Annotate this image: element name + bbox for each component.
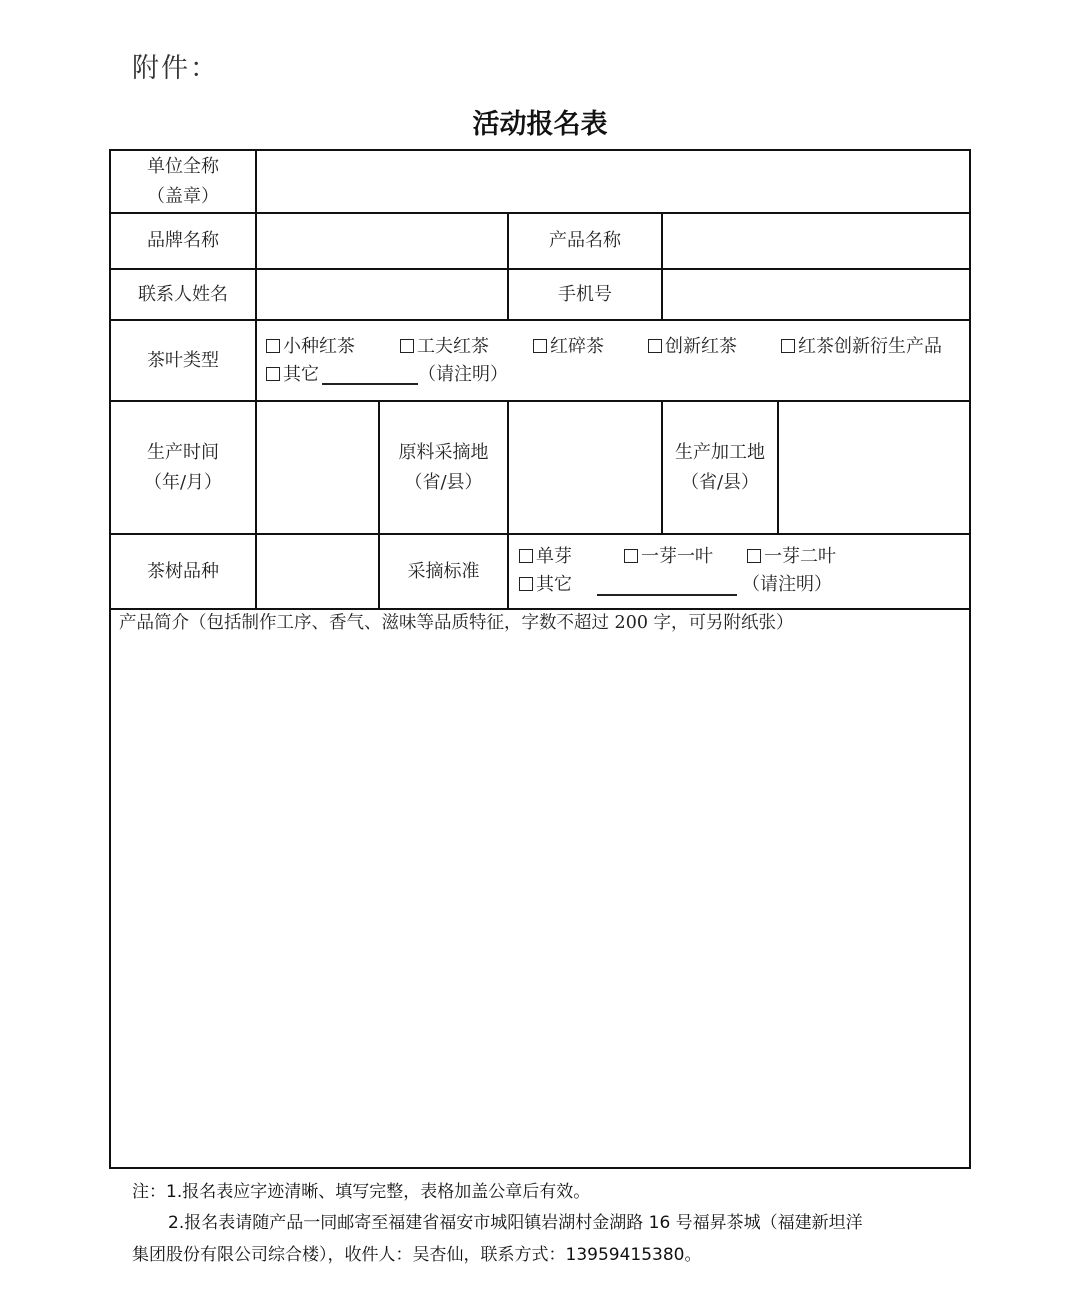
unit-name-sub: （盖章） [147, 185, 219, 207]
table-rule [109, 1167, 971, 1169]
tea-type-other-option[interactable]: 其它 [266, 362, 319, 388]
raw-origin-label [380, 402, 507, 533]
production-time-text: 生产时间 [147, 441, 219, 463]
tea-type-other-blank[interactable] [322, 383, 418, 385]
production-time-field[interactable] [257, 402, 378, 533]
raw-origin-field[interactable] [509, 402, 661, 533]
product-intro-label: 产品简介（包括制作工序、香气、滋味等品质特征，字数不超过 200 字，可另附纸张） [119, 613, 794, 633]
tree-variety-field[interactable] [257, 535, 378, 608]
checkbox-icon [781, 339, 795, 353]
tea-type-option[interactable]: 红茶创新衍生产品 [781, 334, 942, 360]
brand-name-label: 品牌名称 [147, 230, 219, 251]
picking-other-note: （请注明） [742, 574, 832, 595]
checkbox-icon [266, 367, 280, 381]
unit-name-field[interactable] [257, 151, 969, 212]
table-rule [969, 149, 971, 1169]
processing-place-text: 生产加工地 [675, 441, 765, 463]
picking-option[interactable]: 一芽二叶 [747, 544, 836, 570]
note-line-1: 注：1.报名表应字迹清晰、填写完整，表格加盖公章后有效。 [132, 1182, 591, 1202]
tea-type-option[interactable]: 小种红茶 [266, 334, 355, 360]
unit-name-label [111, 151, 255, 212]
production-time-sub: （年/月） [143, 471, 223, 493]
checkbox-icon [519, 549, 533, 563]
product-name-label: 产品名称 [549, 230, 621, 251]
contact-name-field[interactable] [257, 270, 507, 319]
tea-type-option[interactable]: 工夫红茶 [400, 334, 489, 360]
processing-place-field[interactable] [779, 402, 969, 533]
tea-type-option[interactable]: 创新红茶 [648, 334, 737, 360]
picking-other-blank[interactable] [597, 594, 737, 596]
tea-type-other-note: （请注明） [418, 364, 508, 385]
picking-option[interactable]: 一芽一叶 [624, 544, 713, 570]
mobile-field[interactable] [663, 270, 969, 319]
note-line-3: 集团股份有限公司综合楼），收件人：吴杏仙，联系方式：13959415380。 [132, 1245, 702, 1265]
picking-option[interactable]: 单芽 [519, 544, 572, 570]
checkbox-icon [519, 577, 533, 591]
contact-name-label: 联系人姓名 [138, 283, 228, 305]
product-name-field[interactable] [663, 214, 969, 268]
processing-place-sub: （省/县） [680, 471, 760, 493]
attachment-label: 附件： [132, 53, 219, 84]
note-line-2: 2.报名表请随产品一同邮寄至福建省福安市城阳镇岩湖村金湖路 16 号福昇茶城（福建新坦洋 [168, 1213, 863, 1233]
raw-origin-text: 原料采摘地 [398, 441, 489, 463]
unit-name-text: 单位全称 [147, 155, 219, 177]
picking-other-option[interactable]: 其它 [519, 572, 572, 598]
tea-type-option[interactable]: 红碎茶 [533, 334, 604, 360]
checkbox-icon [266, 339, 280, 353]
checkbox-icon [624, 549, 638, 563]
form-title: 活动报名表 [472, 109, 608, 140]
picking-standard-label: 采摘标准 [407, 560, 480, 582]
production-time-label [111, 402, 255, 533]
checkbox-icon [648, 339, 662, 353]
brand-name-field[interactable] [257, 214, 507, 268]
tree-variety-label: 茶树品种 [147, 560, 219, 582]
product-intro-field[interactable] [111, 640, 969, 1167]
processing-place-label [663, 402, 777, 533]
checkbox-icon [747, 549, 761, 563]
checkbox-icon [400, 339, 414, 353]
raw-origin-sub: （省/县） [404, 471, 483, 493]
checkbox-icon [533, 339, 547, 353]
tea-type-label: 茶叶类型 [147, 349, 219, 371]
mobile-label: 手机号 [558, 283, 612, 305]
